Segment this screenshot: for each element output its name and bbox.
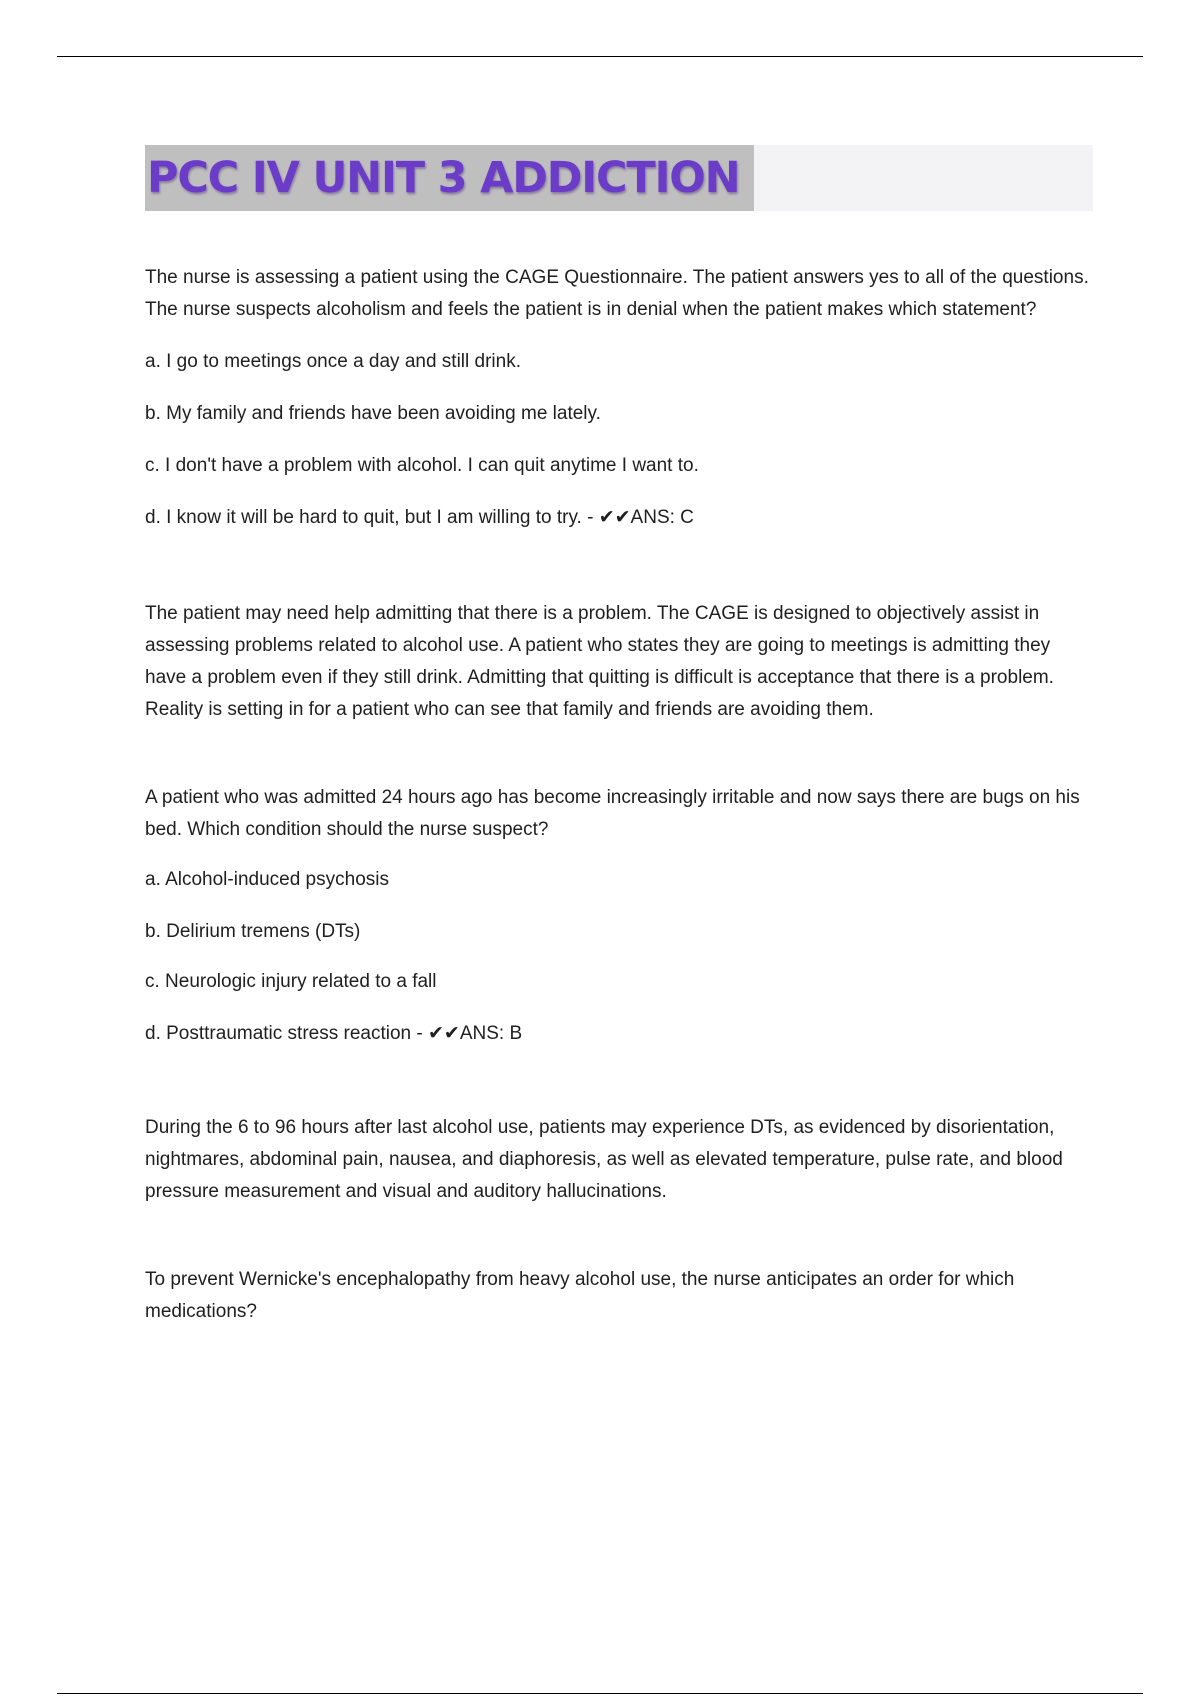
question-3: To prevent Wernicke's encephalopathy from heavy alcohol use, the nurse anticipates an order for which medications? (145, 1269, 1015, 1322)
q1-option-d-answer: d. I know it will be hard to quit, but I am willing to try. - ✔✔ANS: C (145, 507, 694, 528)
q1-option-b: b. My family and friends have been avoiding me lately. (145, 403, 601, 424)
q1-option-a: a. I go to meetings once a day and still drink. (145, 351, 521, 372)
header-rule (57, 56, 1143, 57)
q2-option-a: a. Alcohol-induced psychosis (145, 869, 389, 890)
q1-rationale: The patient may need help admitting that there is a problem. The CAGE is designed to objectively assist in assessing problems related to alcohol use. A patient who states they are going to meetings is admitting they have a problem even if they still drink. Admitting that quitting is difficult is acceptance that there is a problem. Reality is setting in for a patient who can see that family and friends are avoiding them. (145, 603, 1054, 720)
q1-option-c: c. I don't have a problem with alcohol. I can quit anytime I want to. (145, 455, 699, 476)
question-2: A patient who was admitted 24 hours ago has become increasingly irritable and now says there are bugs on his bed. Which condition should the nurse suspect? (145, 787, 1080, 840)
document-title: PCC IV UNIT 3 ADDICTION (147, 153, 740, 203)
title-box (145, 145, 754, 211)
footer-rule (57, 1693, 1143, 1694)
q2-rationale: During the 6 to 96 hours after last alcohol use, patients may experience DTs, as evidenced by disorientation, nightmares, abdominal pain, nausea, and diaphoresis, as well as elevated temperature, pulse rate, and blood pressure measurement and visual and auditory hallucinations. (145, 1117, 1063, 1202)
question-1: The nurse is assessing a patient using the CAGE Questionnaire. The patient answers yes to all of the questions. The nurse suspects alcoholism and feels the patient is in denial when the patient makes which statement? (145, 267, 1089, 320)
q2-option-c: c. Neurologic injury related to a fall (145, 971, 437, 992)
q2-option-d-answer: d. Posttraumatic stress reaction - ✔✔ANS: B (145, 1023, 523, 1044)
document-body (145, 262, 1095, 1328)
q2-option-b: b. Delirium tremens (DTs) (145, 921, 361, 942)
